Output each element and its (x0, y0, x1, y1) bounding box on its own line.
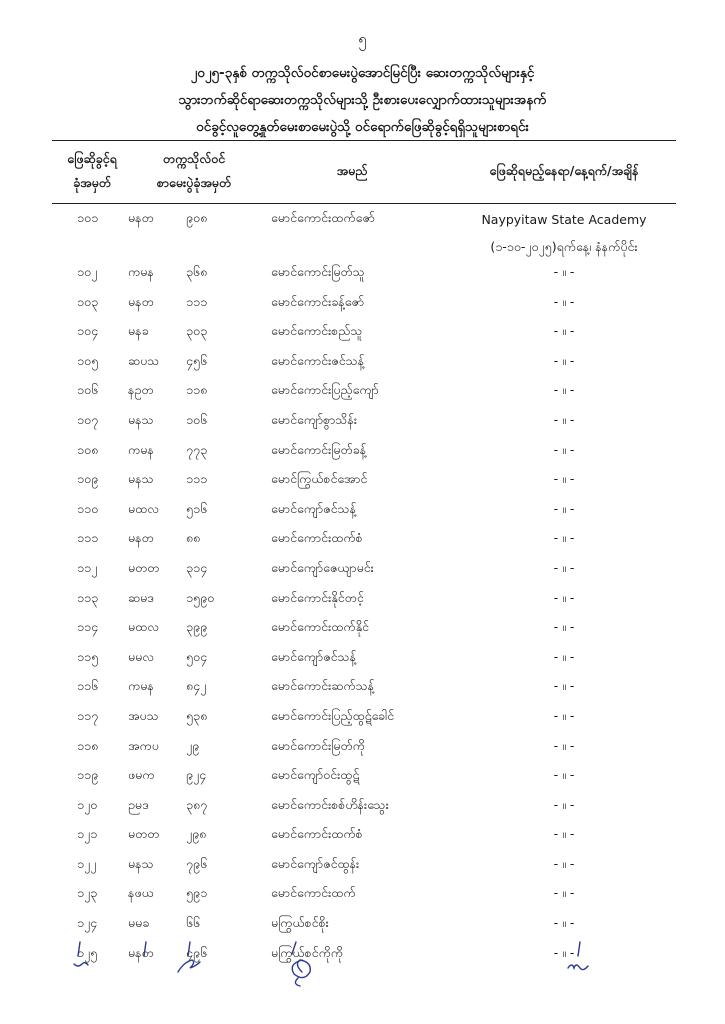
seat-number: ၁၁၅ (77, 648, 99, 664)
exam-number: ၄၅၆ (186, 352, 208, 368)
table-row (52, 524, 676, 554)
exam-number: ၈၈ (186, 530, 201, 546)
exam-number: ၁၀၆ (186, 411, 208, 427)
seat-number: ၁၂၅ (77, 944, 98, 960)
title-line-3: ဝင်ခွင့်လူတွေ့နှုတ်မေးစာမေးပွဲသို့ ဝင်ရောက်ဖြေဆိုခွင့်ရရှိသူများစာရင်း (196, 119, 529, 135)
exam-code: အပသ (128, 707, 159, 723)
candidate-name: မောင်ကျော်ဝင်းထွဋ် (271, 767, 360, 783)
table-row (52, 820, 676, 850)
exam-number: ၉၀၈ (186, 210, 208, 225)
venue-date-time: - ။ - (553, 323, 575, 339)
venue-date-time: - ။ - (553, 796, 575, 812)
table-row (52, 465, 676, 495)
exam-code: မတတ (128, 826, 160, 842)
table-row (52, 204, 676, 258)
exam-code: ဉမဒ (128, 796, 149, 812)
venue-date-time: - ။ - (553, 915, 575, 931)
candidate-name: မောင်ကောင်းထက်စံ (271, 826, 363, 842)
exam-code: မတတ (128, 559, 160, 575)
seat-number: ၁၀၁ (77, 210, 99, 225)
candidate-name: မောင်ကောင်းစစ်ဟိန်းသွေး (271, 796, 389, 812)
header-exam-no (136, 147, 252, 195)
exam-number: ၆၆ (186, 915, 201, 931)
exam-number: ၈၄၂ (186, 678, 207, 694)
signature-marks (0, 938, 725, 998)
table-row (52, 672, 676, 702)
venue-date-time: - ။ - (553, 441, 575, 457)
header-seat-no-line2: ခုံအမှတ် (73, 175, 111, 190)
table-row (52, 376, 676, 406)
exam-code: မနခ (128, 323, 149, 339)
exam-number: ၁၁၁ (186, 293, 208, 309)
table-row (52, 613, 676, 643)
candidate-name: မောင်ကောင်းပြည့်ကျော် (271, 382, 379, 398)
exam-number: ၅၃၈ (186, 707, 208, 723)
initial-mark-3 (188, 942, 190, 956)
seat-number: ၁၀၆ (77, 382, 99, 398)
initial-mark-4 (578, 942, 580, 956)
candidate-name: မောင်ကောင်းထက် (271, 885, 356, 901)
venue-date-time: - ။ - (553, 352, 575, 368)
candidate-name: မောင်ကောင်းပြည့်ထွဋ်ခေါင် (271, 707, 395, 723)
exam-code: မနသ (128, 411, 154, 427)
venue-date-time: - ။ - (553, 619, 575, 635)
exam-number: ၂၉၈ (186, 826, 207, 842)
seat-number: ၁၀၈ (77, 441, 99, 457)
venue-date-time: - ။ - (553, 500, 575, 516)
venue-date-time: - ။ - (553, 411, 575, 427)
candidate-name: မောင်ကျော်ဇင်ထွန်း (271, 855, 360, 871)
exam-number: ၄၉၆ (186, 944, 208, 960)
exam-number: ၅၀၄ (186, 648, 208, 664)
seat-number: ၁၁၇ (77, 707, 99, 723)
seat-number: ၁၁၈ (77, 737, 99, 753)
venue-date-time: - ။ - (553, 767, 575, 783)
table-row (52, 643, 676, 673)
initial-mark-4b (568, 965, 588, 970)
venue-date-time: - ။ - (553, 382, 575, 398)
seat-number: ၁၁၃ (77, 589, 99, 605)
exam-number: ၇၇၃ (186, 441, 208, 457)
exam-number: ၂၉ (186, 737, 200, 753)
candidate-name: မောင်ကျော်ဇင်သန့် (271, 648, 357, 664)
candidate-name: မောင်ကောင်းထက်နိုင် (271, 619, 369, 635)
table-body (52, 204, 676, 968)
table-row (52, 347, 676, 377)
header-name: အမည် (336, 163, 368, 178)
exam-number: ၃၁၄ (186, 559, 208, 575)
seat-number: ၁၁၀ (77, 500, 99, 516)
venue-date-time: - ။ - (553, 737, 575, 753)
initial-mark-1 (78, 942, 80, 956)
seat-number: ၁၀၇ (77, 411, 99, 427)
initial-mark-1b (74, 963, 88, 966)
candidate-name: မောင်ကျော်စွာသိန်း (271, 411, 358, 427)
signature-mark (292, 942, 310, 986)
table-row (52, 495, 676, 525)
candidate-name: မောင်ကောင်းစည်သူ (271, 323, 363, 339)
seat-number: ၁၁၄ (77, 619, 99, 635)
exam-code: မထလ (128, 500, 159, 516)
venue-date-time: - ။ - (553, 855, 575, 871)
exam-number: ၁၁၈ (186, 382, 208, 398)
table-row (52, 850, 676, 880)
seat-number: ၁၀၂ (77, 264, 98, 279)
title-line-2: သွားဘက်ဆိုင်ရာဆေးတက္ကသိုလ်များသို့ ဦးစားပေးလျှောက်ထားသူများအနက် (178, 92, 547, 108)
candidate-name: မောင်ကြွယ်စင်အောင် (271, 471, 368, 487)
exam-code: မနတ (128, 210, 154, 225)
header-seat-no-line1: ဖြေဆိုခွင့်ရ (67, 151, 117, 166)
exam-code: ကမန (128, 678, 154, 694)
venue-date-time: - ။ - (553, 826, 575, 842)
candidate-name: မကြွယ်စင်ကိုကို (271, 944, 344, 960)
seat-number: ၁၁၆ (77, 678, 99, 694)
exam-number: ၅၁၆ (186, 500, 208, 516)
table-row (52, 761, 676, 791)
venue-date-time: - ။ - (553, 648, 575, 664)
seat-number: ၁၀၅ (77, 352, 99, 368)
candidate-name: မောင်ကောင်းမြတ်သူ (271, 264, 365, 279)
candidate-name: မောင်ကောင်းဆက်သန့် (271, 678, 375, 694)
venue-date-time: - ။ - (553, 678, 575, 694)
header-exam-no-line2: စာမေးပွဲခုံအမှတ် (156, 175, 232, 190)
exam-number: ၇၉၆ (186, 855, 208, 871)
exam-number: ၃၈၇ (186, 796, 208, 812)
seat-number: ၁၁၁ (77, 530, 99, 546)
seat-number: ၁၂၃ (77, 885, 98, 901)
exam-code: မနတ (128, 293, 154, 309)
exam-number: ၃၉၉ (186, 619, 208, 635)
table-row (52, 702, 676, 732)
header-exam-no-line1: တက္ကသိုလ်ဝင် (162, 151, 226, 166)
exam-code: နဥတ (128, 382, 154, 398)
exam-code: မမခ (128, 915, 150, 931)
seat-number: ၁၀၉ (77, 471, 99, 487)
page-number: ၅ (358, 30, 367, 48)
exam-number: ၁၅၉၀ (186, 589, 215, 605)
candidate-table (52, 140, 676, 968)
exam-code: ဖမက (128, 767, 155, 783)
exam-code: အကပ (128, 737, 159, 753)
candidate-name: မောင်ကျော်ဇေယျာမင်း (271, 559, 374, 575)
venue-line: (၁-၁၀-၂၀၂၅)ရက်နေ့၊ နံနက်ပိုင်း (490, 239, 638, 254)
seat-number: ၁၂၄ (77, 915, 98, 931)
venue-date-time: - ။ - (553, 471, 575, 487)
table-row (52, 879, 676, 909)
exam-code: မနတ (128, 944, 154, 960)
table-row (52, 732, 676, 762)
candidate-name: မကြွယ်စင်စိုး (271, 915, 329, 931)
exam-number: ၅၉၁ (186, 885, 208, 901)
candidate-name: မောင်ကောင်းမြတ်ခန့် (271, 441, 367, 457)
candidate-name: မောင်ကောင်းဇင်သန့် (271, 352, 365, 368)
venue-date-time (452, 206, 676, 260)
title-line-1: ၂၀၂၅-၃နှစ် တက္ကသိုလ်ဝင်စာမေးပွဲအောင်မြင်ပြီး ဆေးတက္ကသိုလ်များနှင့် (190, 65, 535, 81)
table-row (52, 436, 676, 466)
exam-number: ၉၂၄ (186, 767, 207, 783)
header-venue: ဖြေဆိုရမည့်နေရာ/နေ့ရက်/အချိန် (489, 163, 639, 178)
exam-code: မမလ (128, 648, 155, 664)
table-row (52, 554, 676, 584)
exam-code: ဆပသ (128, 352, 160, 368)
candidate-name: မောင်ကောင်းမြတ်ကို (271, 737, 365, 753)
table-row (52, 909, 676, 939)
venue-date-time: - ။ - (553, 589, 575, 605)
table-row (52, 258, 676, 288)
table-row (52, 317, 676, 347)
seat-number: ၁၁၉ (77, 767, 99, 783)
exam-code: ကမန (128, 264, 154, 279)
exam-code: ဆမဒ (128, 589, 154, 605)
candidate-name: မောင်ကျော်ဇင်သန့် (271, 500, 357, 516)
venue-date-time: - ။ - (553, 530, 575, 546)
initial-mark-2 (144, 942, 146, 956)
seat-number: ၁၁၂ (77, 559, 98, 575)
candidate-name: မောင်ကောင်းထက်ဇော် (271, 210, 375, 225)
table-row (52, 406, 676, 436)
venue-date-time: - ။ - (553, 944, 575, 960)
venue-date-time: - ။ - (553, 707, 575, 723)
table-header (52, 140, 676, 204)
candidate-name: မောင်ကောင်းထက်စံ (271, 530, 363, 546)
exam-number: ၁၁၁ (186, 471, 208, 487)
exam-number: ၃၀၃ (186, 323, 208, 339)
initial-mark-3b (178, 960, 200, 972)
document-title (0, 60, 725, 141)
venue-date-time: - ။ - (553, 293, 575, 309)
exam-code: မထလ (128, 619, 159, 635)
exam-code: နဖယ (128, 885, 154, 901)
venue-date-time: - ။ - (553, 885, 575, 901)
table-row (52, 791, 676, 821)
venue-line: Naypyitaw State Academy (481, 212, 647, 227)
seat-number: ၁၂၂ (77, 855, 97, 871)
table-row (52, 288, 676, 318)
seat-number: ၁၂၁ (77, 826, 98, 842)
exam-code: မနတ (128, 530, 154, 546)
candidate-name: မောင်ကောင်းခန့်ဇော် (271, 293, 365, 309)
exam-code: မနသ (128, 471, 154, 487)
seat-number: ၁၂၀ (77, 796, 98, 812)
exam-code: ကမန (128, 441, 154, 457)
seat-number: ၁၀၃ (77, 293, 99, 309)
seat-number: ၁၀၄ (77, 323, 99, 339)
exam-number: ၃၆၈ (186, 264, 208, 279)
venue-date-time: - ။ - (553, 264, 575, 279)
exam-code: မနသ (128, 855, 154, 871)
venue-date-time: - ။ - (553, 559, 575, 575)
header-seat-no (52, 147, 132, 195)
candidate-name: မောင်ကောင်းနိုင်တင့် (271, 589, 364, 605)
table-row (52, 584, 676, 614)
